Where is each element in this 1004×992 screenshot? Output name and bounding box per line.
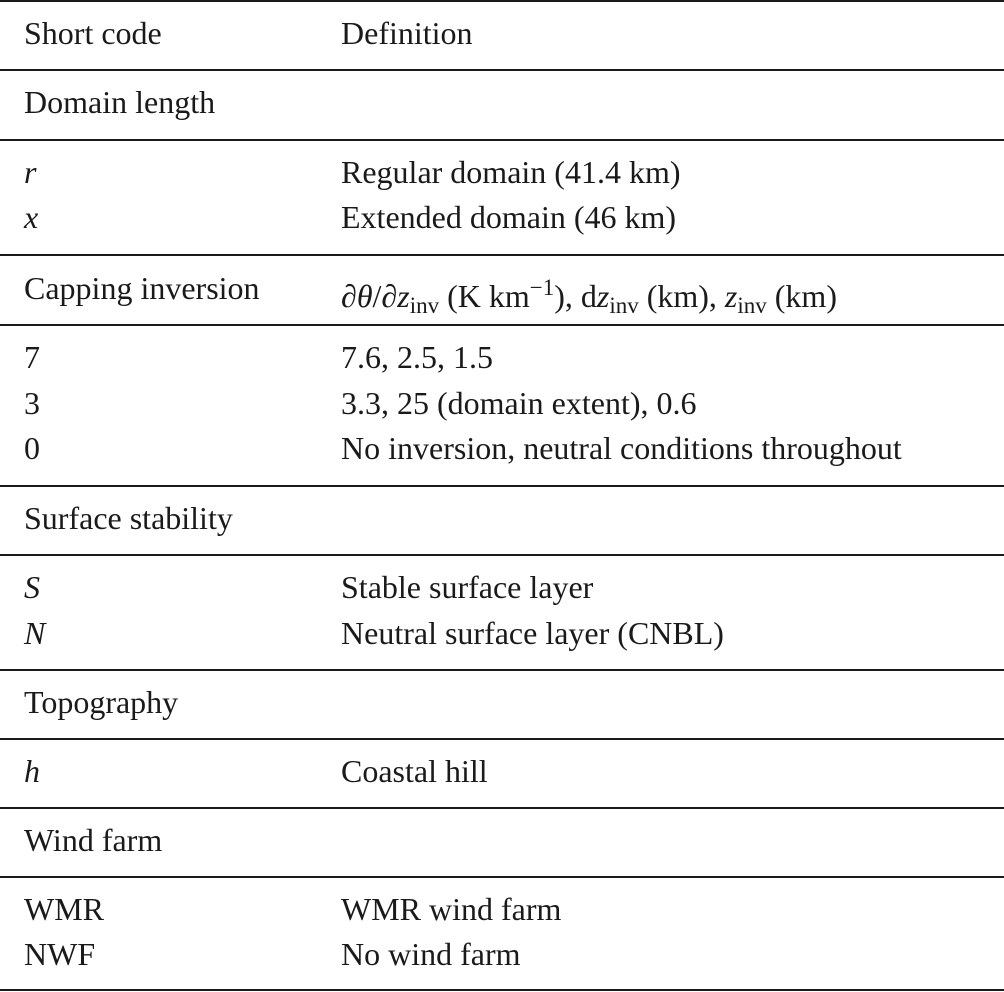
- definition-3: 3.3, 25 (domain extent), 0.6: [341, 385, 697, 421]
- definition-NWF: No wind farm: [341, 936, 521, 972]
- header-definition: Definition: [341, 15, 473, 51]
- capping-inversion-definition: $\partial\theta/\partial z_{inv}$ (K $km^{-1}$), $dz_{inv}$ (km), $z_{inv}$ (km): [341, 275, 837, 318]
- definition-0: No inversion, neutral conditions throughout: [341, 430, 902, 466]
- section-rule-wind-farm: [0, 876, 1004, 878]
- top-rule: [0, 0, 1004, 2]
- code-N: N: [24, 615, 46, 651]
- code-7: 7: [24, 339, 40, 375]
- section-rule-surface-stability: [0, 554, 1004, 556]
- section-rule-domain-length: [0, 139, 1004, 141]
- section-topography: Topography: [24, 684, 179, 720]
- code-x: x: [24, 199, 39, 235]
- code-3: 3: [24, 385, 40, 421]
- code-WMR: WMR: [24, 891, 104, 927]
- section-rule-capping-inversion: [0, 324, 1004, 326]
- header-short-code: Short code: [24, 15, 162, 51]
- definition-WMR: WMR wind farm: [341, 891, 562, 927]
- definition-S: Stable surface layer: [341, 569, 594, 605]
- section-capping-inversion: Capping inversion: [24, 270, 260, 306]
- definition-r: Regular domain (41.4 km): [341, 154, 681, 190]
- section-rule-surface-top: [0, 485, 1004, 487]
- code-NWF: NWF: [24, 936, 96, 972]
- definition-x: Extended domain (46 km): [341, 199, 677, 235]
- code-r: r: [24, 154, 37, 190]
- section-rule-capping-top: [0, 254, 1004, 256]
- section-wind-farm: Wind farm: [24, 822, 163, 858]
- section-surface-stability: Surface stability: [24, 500, 233, 536]
- section-rule-topography: [0, 738, 1004, 740]
- code-0: 0: [24, 430, 40, 466]
- code-S: S: [24, 569, 40, 605]
- bottom-rule: [0, 989, 1004, 991]
- section-rule-wind-farm-top: [0, 807, 1004, 809]
- header-rule: [0, 69, 1004, 71]
- definition-7: 7.6, 2.5, 1.5: [341, 339, 493, 375]
- definition-h: Coastal hill: [341, 753, 488, 789]
- code-h: h: [24, 753, 40, 789]
- section-rule-topography-top: [0, 669, 1004, 671]
- definition-N: Neutral surface layer (CNBL): [341, 615, 724, 651]
- section-domain-length: Domain length: [24, 84, 216, 120]
